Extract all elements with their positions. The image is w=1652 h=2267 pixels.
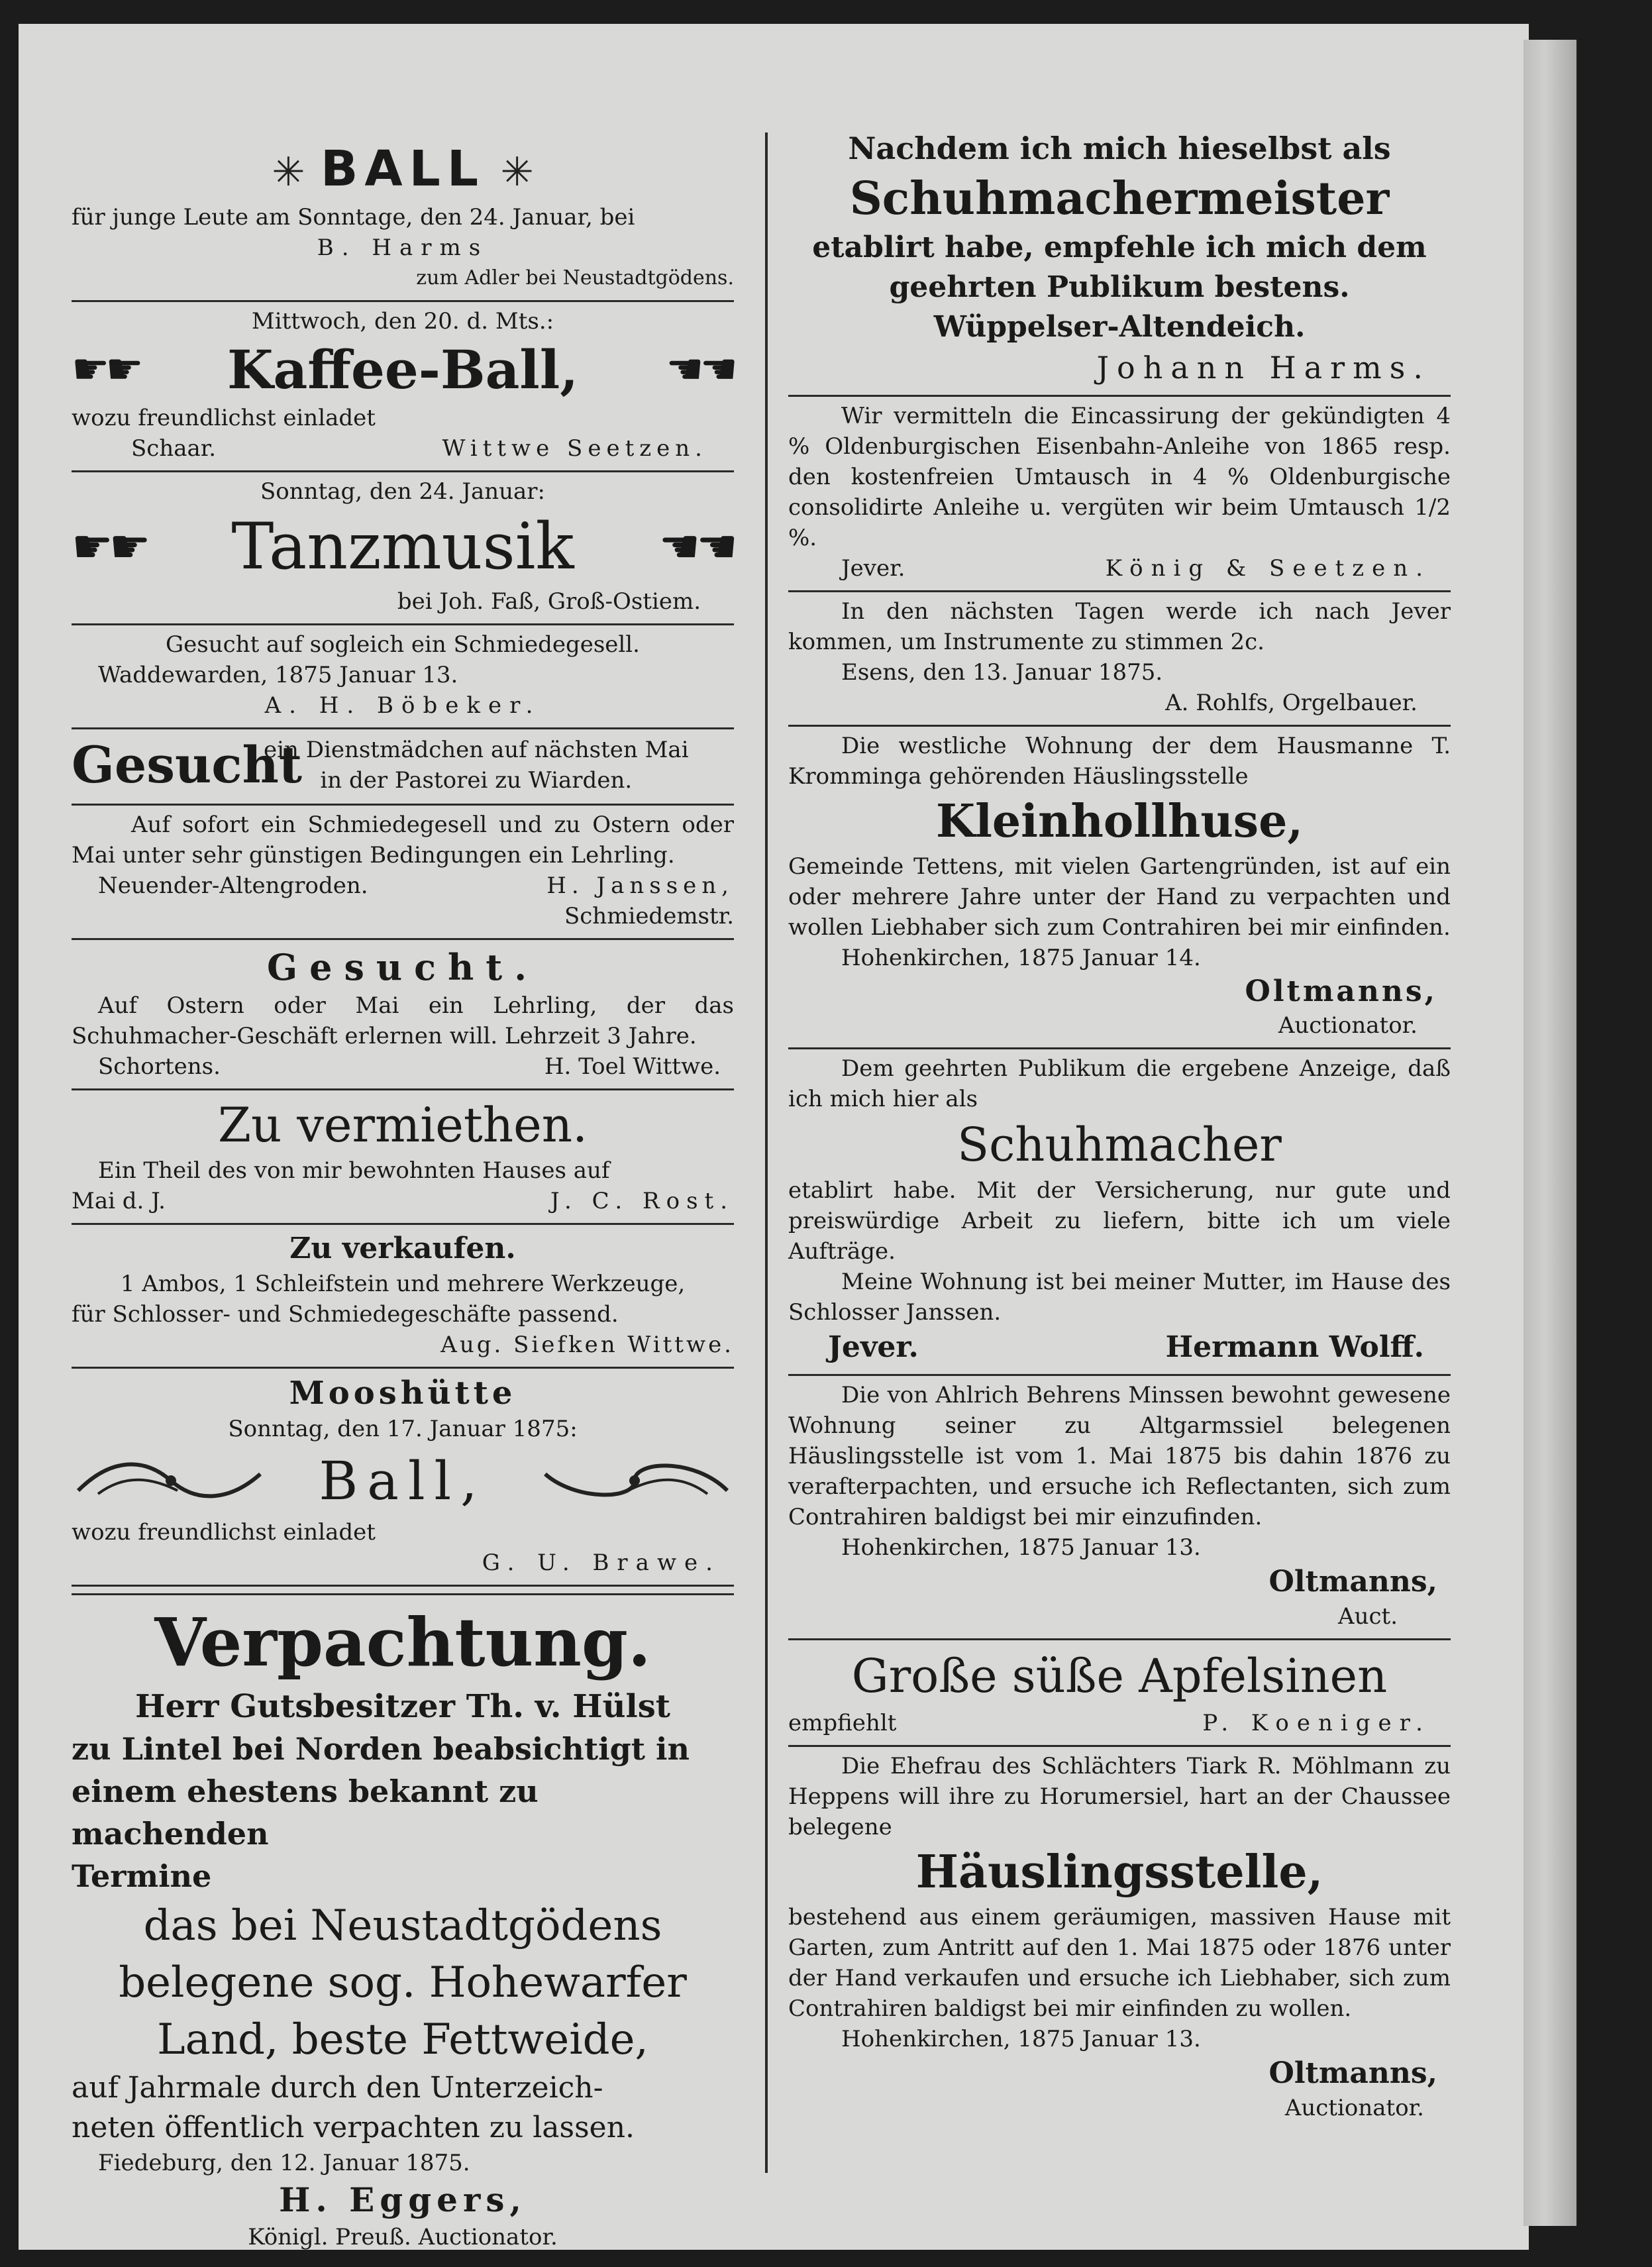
ad-eisenbahn-anleihe (788, 397, 1451, 592)
ad-line: zum Adler bei Neustadtgödens. (416, 266, 734, 290)
ad-place: Mai d. J. (72, 1188, 166, 1214)
ad-schuhmacher-lehrling (72, 940, 734, 1090)
ad-title: Kaffee-Ball, (227, 339, 579, 401)
ad-line: empfiehlt (788, 1710, 897, 1736)
ad-title: Zu vermiethen. (217, 1097, 588, 1153)
ad-text: Gemeinde Tettens, mit vielen Gartengründen, ist auf ein oder mehrere Jahre unter der Hand zu verpachten und wollen Liebhaber sich zum Contrahiren bei mir einfinden. (788, 853, 1451, 941)
ad-text: Wir vermitteln die Eincassirung der gekündigten 4 % Oldenburgischen Eisenbahn-Anleihe von 1865 resp. den kostenfreien Umtausch in 4 % Oldenburgische consolidirte Anleihe u. vergüten wir beim Umtausch 1/2 %. (788, 403, 1451, 551)
pointing-hand-icon: ☛☛ (72, 345, 140, 394)
ad-place: Hohenkirchen, 1875 Januar 13. (841, 2026, 1201, 2052)
ad-signature: Johann Harms. (1096, 350, 1431, 386)
ad-signature: G. U. Brawe. (482, 1550, 721, 1576)
ad-signature: A. H. Böbeker. (264, 692, 541, 719)
ad-place: Hohenkirchen, 1875 Januar 13. (841, 1534, 1201, 1561)
ad-line: Termine (72, 1858, 212, 1894)
ad-line: Herr Gutsbesitzer Th. v. Hülst (135, 1688, 670, 1725)
column-divider (765, 132, 768, 2173)
ad-signature: B. Harms (317, 235, 489, 261)
ad-minssen (788, 1376, 1451, 1640)
ad-signature: Königl. Preuß. Auctionator. (248, 2224, 558, 2250)
ad-signature: H. Toel Wittwe. (544, 1053, 721, 1080)
ad-line: neten öffentlich verpachten zu lassen. (72, 2111, 635, 2144)
ad-schuhmachermeister (788, 99, 1451, 397)
ad-title: Schuhmacher (957, 1118, 1282, 1172)
ad-place: Wüppelser-Altendeich. (933, 310, 1306, 344)
ad-signature: Oltmanns, (1268, 1565, 1437, 1599)
ad-line: bei Joh. Faß, Groß-Ostiem. (397, 588, 701, 615)
ad-title: Große süße Apfelsinen (851, 1649, 1388, 1703)
ad-line: etablirt habe, empfehle ich mich dem (812, 231, 1427, 264)
ad-headline: das bei Neustadtgödens (143, 1901, 662, 1950)
left-column (72, 99, 734, 2259)
ad-date: Sonntag, den 17. Januar 1875: (228, 1416, 578, 1442)
ad-title: Verpachtung. (154, 1603, 651, 1681)
ad-text: bestehend aus einem geräumigen, massiven Hause mit Garten, zum Antritt auf den 1. Mai 1875 oder 1876 unter der Hand verkaufen und ersuche ich Liebhaber, sich zum Contrahiren baldigst bei mir einfinden zu wollen. (788, 1904, 1451, 2022)
ad-dienstmaedchen (72, 729, 734, 806)
ad-line: einem ehestens bekannt zu machenden (72, 1773, 539, 1852)
ornament-icon: ✳ (500, 149, 534, 195)
ad-line: 1 Ambos, 1 Schleifstein und mehrere Werkzeuge, (120, 1271, 686, 1297)
ad-signature: König & Seetzen. (1105, 555, 1431, 582)
ad-text: In den nächsten Tagen werde ich nach Jever kommen, um Instrumente zu stimmen 2c. (788, 598, 1451, 655)
ad-place: Fiedeburg, den 12. Januar 1875. (98, 2150, 470, 2176)
ad-haeuslingsstelle (788, 1747, 1451, 2130)
ad-line: in der Pastorei zu Wiarden. (320, 767, 633, 794)
ad-signature: H. Janssen, (546, 872, 734, 899)
ad-place: Jever. (828, 1330, 919, 1364)
ad-signature: Wittwe Seetzen. (442, 435, 707, 462)
ad-signature: P. Koeniger. (1202, 1710, 1431, 1736)
ad-title: Häuslingsstelle, (915, 1846, 1323, 1899)
ad-verpachtung (72, 1593, 734, 2259)
ad-ball (72, 99, 734, 302)
ad-place: Schortens. (98, 1053, 221, 1080)
pointing-hand-icon: ☛☛ (72, 519, 147, 574)
ad-signature: H. Eggers, (279, 2180, 527, 2219)
ad-signature: Auctionator. (1284, 2095, 1424, 2121)
ad-signature: Aug. Siefken Wittwe. (440, 1332, 734, 1358)
pointing-hand-icon: ☚☚ (666, 345, 734, 394)
ornament-icon: ✳ (272, 149, 305, 195)
ad-title: BALL (321, 140, 485, 197)
ad-text: Ein Theil des von mir bewohnten Hauses auf (98, 1157, 610, 1184)
ad-schmiedegesell (72, 625, 734, 729)
ad-headline: Land, beste Fettweide, (157, 2015, 648, 2064)
ad-text: Auf sofort ein Schmiedegesell und zu Ostern oder Mai unter sehr günstigen Bedingungen ein Lehrling. (72, 812, 734, 869)
ad-line: Nachdem ich mich hieselbst als (848, 131, 1391, 166)
ad-signature: Schmiedemstr. (564, 903, 734, 929)
ad-mooshuette (72, 1369, 734, 1587)
ad-vermiethen (72, 1090, 734, 1225)
ad-headline: belegene sog. Hohewarfer (119, 1958, 687, 2007)
ad-place: Esens, den 13. Januar 1875. (841, 659, 1163, 686)
ad-date: Mittwoch, den 20. d. Mts.: (251, 308, 554, 335)
ad-place: Schaar. (131, 435, 217, 462)
ad-kaffee-ball (72, 302, 734, 472)
ad-title: Schuhmachermeister (849, 172, 1390, 225)
ad-text: Die westliche Wohnung der dem Hausmanne T. Kromminga gehörenden Häuslingsstelle (788, 733, 1451, 790)
ad-line: ein Dienstmädchen auf nächsten Mai (264, 737, 689, 763)
ad-verkaufen (72, 1225, 734, 1369)
ad-line: Gesucht auf sogleich ein Schmiedegesell. (166, 631, 640, 658)
right-column (788, 99, 1451, 2130)
ad-signature: Hermann Wolff. (1165, 1330, 1424, 1364)
ad-signature: Auct. (1338, 1603, 1398, 1630)
ad-date: Sonntag, den 24. Januar: (260, 478, 545, 505)
pointing-hand-icon: ☚☚ (658, 519, 734, 574)
ad-line: wozu freundlichst einladet (72, 405, 376, 431)
ad-text: Meine Wohnung ist bei meiner Mutter, im Hause des Schlosser Janssen. (788, 1269, 1451, 1326)
flourish-icon (542, 1454, 734, 1507)
ad-signature: Oltmanns, (1268, 2056, 1437, 2090)
page-edge (1523, 40, 1576, 2226)
ad-title: Mooshütte (289, 1375, 517, 1412)
ad-schmied-lehrling (72, 806, 734, 940)
ad-signature: Oltmanns, (1245, 975, 1437, 1008)
flourish-icon (72, 1454, 264, 1507)
ad-line: wozu freundlichst einladet (72, 1519, 376, 1546)
ad-schuhmacher (788, 1049, 1451, 1376)
ad-text: Die Ehefrau des Schlächters Tiark R. Möhlmann zu Heppens will ihre zu Horumersiel, hart an der Chaussee belegene (788, 1753, 1451, 1840)
ad-kleinhollhuse (788, 727, 1451, 1049)
ad-line: auf Jahrmale durch den Unterzeich- (72, 2071, 603, 2105)
ad-title: Gesucht (72, 735, 302, 794)
ad-title: Zu verkaufen. (289, 1232, 516, 1265)
ad-text: Dem geehrten Publikum die ergebene Anzeige, daß ich mich hier als (788, 1055, 1451, 1112)
ad-title: Tanzmusik (231, 509, 574, 584)
ad-signature: A. Rohlfs, Orgelbauer. (1165, 690, 1418, 716)
ad-orgelbauer (788, 592, 1451, 727)
ad-text: Die von Ahlrich Behrens Minssen bewohnt gewesene Wohnung seiner zu Altgarmssiel belegenen Häuslingsstelle ist vom 1. Mai 1875 bis dahin 1876 zu verafterpachten, und ersuche ich Reflectanten, sich zum Contrahiren baldigst bei mir einzufinden. (788, 1382, 1451, 1530)
ad-text: etablirt habe. Mit der Versicherung, nur gute und preiswürdige Arbeit zu liefern, bitte ich um viele Aufträge. (788, 1177, 1451, 1265)
ad-line: geehrten Publikum bestens. (889, 270, 1350, 304)
ad-tanzmusik (72, 472, 734, 625)
ad-place: Hohenkirchen, 1875 Januar 14. (841, 945, 1201, 971)
ad-signature: Auctionator. (1278, 1012, 1418, 1039)
ad-text: Auf Ostern oder Mai ein Lehrling, der das Schuhmacher-Geschäft erlernen will. Lehrzeit 3 Jahre. (72, 992, 734, 1049)
ad-line: für junge Leute am Sonntage, den 24. Januar, bei (72, 204, 635, 231)
ad-title: Ball, (319, 1450, 487, 1512)
ad-signature: J. C. Rost. (550, 1188, 734, 1214)
ad-place: Jever. (841, 555, 905, 582)
ad-apfelsinen (788, 1640, 1451, 1747)
ad-line: Waddewarden, 1875 Januar 13. (98, 662, 458, 688)
ad-line: für Schlosser- und Schmiedegeschäfte passend. (72, 1301, 619, 1328)
ad-place: Neuender-Altengroden. (98, 872, 368, 899)
ad-line: zu Lintel bei Norden beabsichtigt in (72, 1731, 690, 1767)
ad-title: Gesucht. (266, 946, 539, 988)
ad-title: Kleinhollhuse, (935, 795, 1304, 848)
